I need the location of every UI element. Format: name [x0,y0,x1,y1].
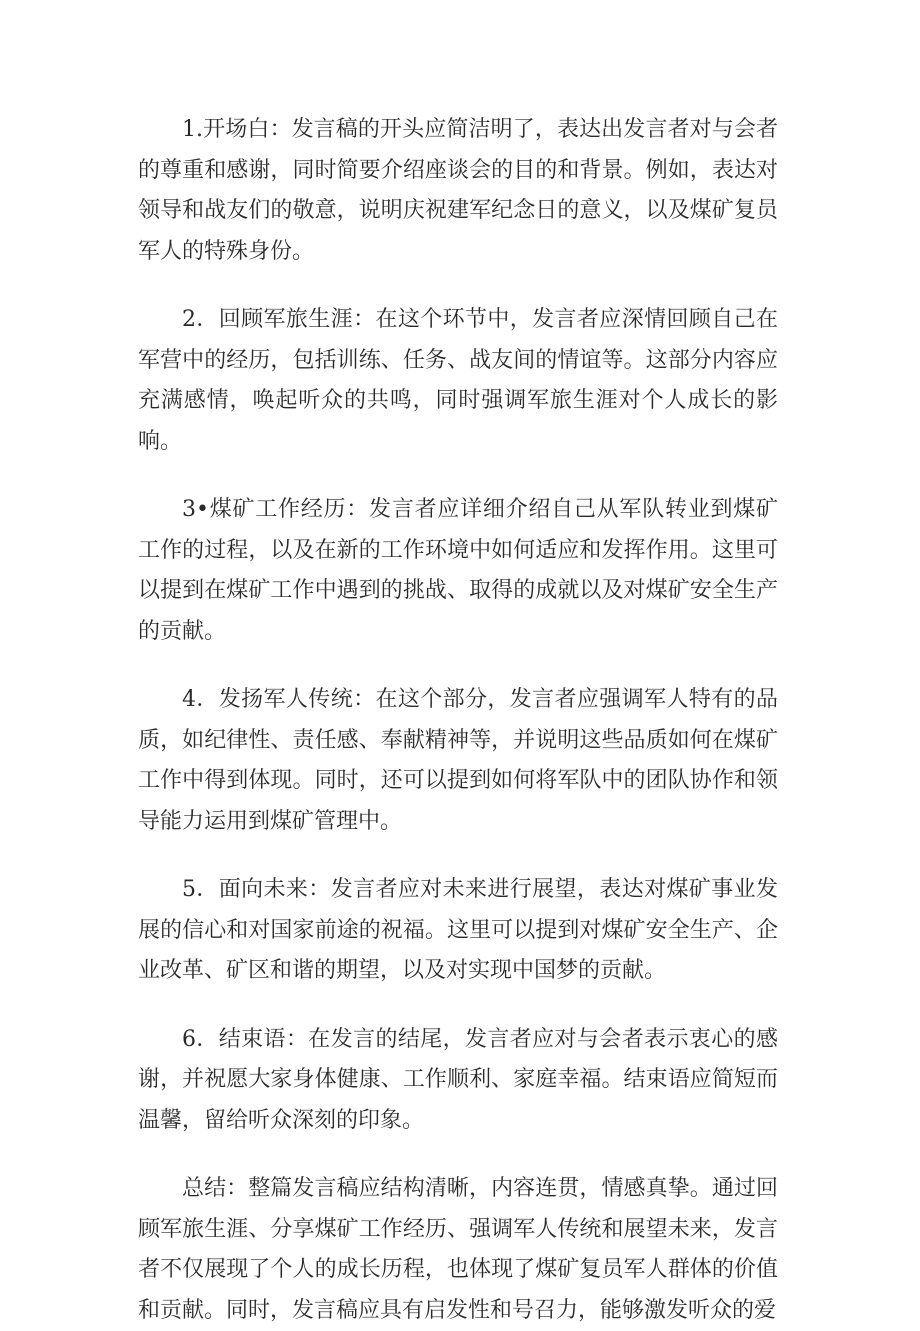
paragraph-opening: 1.开场白：发言稿的开头应简洁明了，表达出发言者对与会者的尊重和感谢，同时简要介绍座谈会的目的和背景。例如，表达对领导和战友们的敬意，说明庆祝建军纪念日的意义，以及煤矿复员军人的特殊身份。 [138,117,778,264]
document-page [138,110,778,1331]
paragraph-closing: 6．结束语：在发言的结尾，发言者应对与会者表示衷心的感谢，并祝愿大家身体健康、工作顺利、家庭幸福。结束语应简短而温馨，留给听众深刻的印象。 [138,1026,778,1133]
paragraph-summary: 总结：整篇发言稿应结构清晰，内容连贯，情感真挚。通过回顾军旅生涯、分享煤矿工作经历、强调军人传统和展望未来，发言者不仅展现了个人的成长历程，也体现了煤矿复员军人群体的价值和贡献。同时，发言稿应具有启发性和号召力，能够激发听众的爱 [138,1176,778,1323]
paragraph-future: 5．面向未来：发言者应对未来进行展望，表达对煤矿事业发展的信心和对国家前途的祝福。这里可以提到对煤矿安全生产、企业改革、矿区和谐的期望，以及对实现中国梦的贡献。 [138,877,778,983]
paragraph-coal-mine-work: 3•煤矿工作经历：发言者应详细介绍自己从军队转业到煤矿工作的过程，以及在新的工作环境中如何适应和发挥作用。这里可以提到在煤矿工作中遇到的挑战、取得的成就以及对煤矿安全生产的贡献。 [138,497,778,644]
paragraph-military-tradition: 4．发扬军人传统：在这个部分，发言者应强调军人特有的品质，如纪律性、责任感、奉献精神等，并说明这些品质如何在煤矿工作中得到体现。同时，还可以提到如何将军队中的团队协作和领导能力运用到煤矿管理中。 [138,687,778,834]
paragraph-military-career: 2．回顾军旅生涯：在这个环节中，发言者应深情回顾自己在军营中的经历，包括训练、任务、战友间的情谊等。这部分内容应充满感情，唤起听众的共鸣，同时强调军旅生涯对个人成长的影响。 [138,307,778,454]
